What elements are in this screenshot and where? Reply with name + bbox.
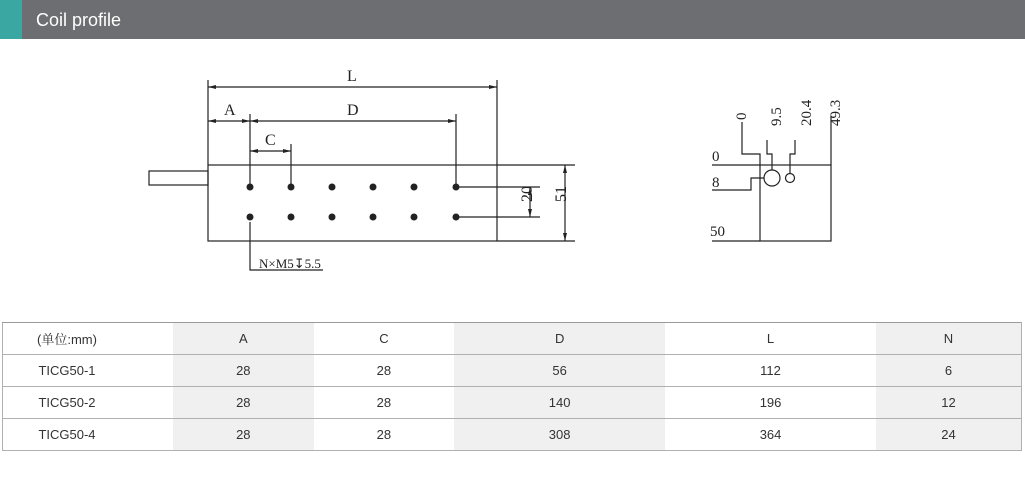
mount-hole bbox=[288, 214, 295, 221]
table-cell: 28 bbox=[314, 355, 455, 387]
table-cell: 364 bbox=[665, 419, 876, 451]
section-header bbox=[0, 0, 1025, 39]
table-row bbox=[3, 419, 1022, 451]
table-header-l: L bbox=[665, 323, 876, 355]
table-cell: 12 bbox=[876, 387, 1022, 419]
table-row bbox=[3, 355, 1022, 387]
mount-hole bbox=[411, 184, 418, 191]
mount-hole bbox=[247, 184, 254, 191]
dim-label-20: 20 bbox=[519, 186, 536, 202]
side-label-20-4: 20.4 bbox=[799, 99, 815, 126]
mount-hole bbox=[411, 214, 418, 221]
mount-hole bbox=[329, 184, 336, 191]
table-cell: 112 bbox=[665, 355, 876, 387]
table-cell: 28 bbox=[314, 387, 455, 419]
table-header-a: A bbox=[173, 323, 314, 355]
spec-table bbox=[2, 322, 1022, 451]
table-cell: 24 bbox=[876, 419, 1022, 451]
mount-hole bbox=[453, 184, 460, 191]
mount-hole bbox=[288, 184, 295, 191]
table-cell-model: TICG50-1 bbox=[3, 355, 174, 387]
table-cell-model: TICG50-2 bbox=[3, 387, 174, 419]
cable-stub bbox=[149, 171, 208, 185]
dim-label-L: L bbox=[347, 68, 357, 85]
table-header-row bbox=[3, 323, 1022, 355]
table-row bbox=[3, 387, 1022, 419]
table-header-c: C bbox=[314, 323, 455, 355]
table-cell-model: TICG50-4 bbox=[3, 419, 174, 451]
side-label-50: 50 bbox=[710, 224, 725, 240]
table-cell: 56 bbox=[454, 355, 665, 387]
mount-hole bbox=[329, 214, 336, 221]
side-hole-small bbox=[786, 174, 795, 183]
table-cell: 28 bbox=[173, 387, 314, 419]
table-cell: 140 bbox=[454, 387, 665, 419]
side-label-0-left: 0 bbox=[712, 149, 720, 165]
side-label-8: 8 bbox=[712, 175, 720, 191]
dim-label-D: D bbox=[347, 102, 359, 119]
mount-hole bbox=[453, 214, 460, 221]
mount-hole bbox=[370, 184, 377, 191]
dim-label-51: 51 bbox=[553, 186, 570, 202]
side-label-9-5: 9.5 bbox=[769, 107, 785, 126]
dim-label-A: A bbox=[224, 102, 236, 119]
table-header-n: N bbox=[876, 323, 1022, 355]
coil-profile-drawing bbox=[0, 39, 1025, 309]
table-cell: 28 bbox=[173, 419, 314, 451]
table-cell: 28 bbox=[173, 355, 314, 387]
mount-hole bbox=[370, 214, 377, 221]
side-label-49-3: 49.3 bbox=[828, 99, 844, 126]
table-cell: 196 bbox=[665, 387, 876, 419]
coil-body-outline bbox=[208, 165, 497, 241]
section-title: Coil profile bbox=[36, 10, 122, 30]
table-cell: 28 bbox=[314, 419, 455, 451]
table-header-unit: (单位:mm) bbox=[3, 323, 174, 355]
header-accent-bar bbox=[0, 0, 22, 39]
dim-label-C: C bbox=[265, 132, 276, 149]
table-header-d: D bbox=[454, 323, 665, 355]
coil-side-outline bbox=[760, 165, 831, 241]
side-label-0-top: 0 bbox=[734, 112, 750, 120]
table-cell: 308 bbox=[454, 419, 665, 451]
side-hole-large bbox=[764, 170, 780, 186]
table-cell: 6 bbox=[876, 355, 1022, 387]
hole-note: N×M5↧5.5 bbox=[259, 256, 321, 271]
mount-hole bbox=[247, 214, 254, 221]
